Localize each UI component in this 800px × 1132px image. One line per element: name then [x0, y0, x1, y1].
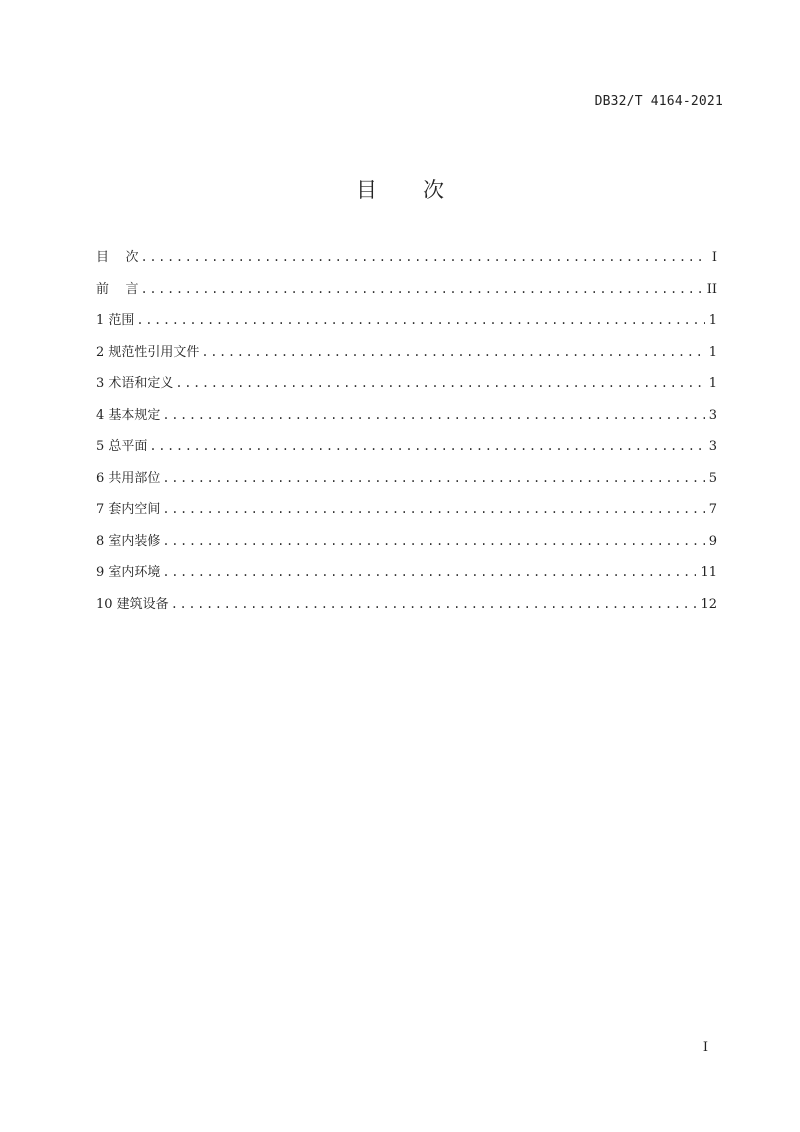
toc-entry-label: 3 术语和定义	[96, 376, 174, 391]
toc-entry-site-plan[interactable]	[96, 435, 717, 467]
toc-entry-page: I	[711, 250, 717, 265]
document-code: DB32/T 4164-2021	[594, 94, 723, 109]
toc-entry-page: 3	[708, 439, 717, 454]
toc-entry-label: 4 基本规定	[96, 407, 161, 423]
toc-entry-page: 1	[708, 344, 717, 360]
toc-entry-label: 6 共用部位	[96, 470, 161, 486]
toc-leader-dots	[162, 471, 704, 485]
toc-entry-normative-references[interactable]	[96, 341, 717, 373]
toc-entry-page: 1	[708, 313, 717, 328]
toc-entry-label: 9 室内环境	[96, 565, 161, 580]
toc-entry-page: 5	[708, 470, 717, 486]
toc-entry-interior-decoration[interactable]	[96, 530, 717, 562]
toc-leader-dots	[201, 345, 704, 359]
title-char-left: 目	[356, 178, 377, 202]
page-title	[0, 174, 800, 204]
toc-entry-unit-space[interactable]	[96, 498, 717, 530]
toc-leader-dots	[136, 313, 704, 327]
toc-entry-indoor-environment[interactable]	[96, 561, 717, 593]
toc-entry-page: II	[706, 281, 717, 297]
toc-entry-contents[interactable]	[96, 246, 717, 278]
toc-leader-dots	[162, 502, 704, 516]
toc-entry-page: 12	[700, 596, 717, 612]
toc-entry-page: 7	[708, 502, 717, 517]
page-number: I	[702, 1040, 708, 1055]
toc-leader-dots	[141, 282, 703, 296]
toc-entry-page: 9	[708, 533, 717, 549]
toc-entry-label: 2 规范性引用文件	[96, 344, 200, 360]
toc-entry-label: 前 言	[96, 281, 139, 297]
toc-entry-label: 5 总平面	[96, 439, 148, 454]
toc-entry-basic-provisions[interactable]	[96, 404, 717, 436]
toc-entry-building-equipment[interactable]	[96, 593, 717, 625]
toc-leader-dots	[162, 408, 704, 422]
toc-entry-common-areas[interactable]	[96, 467, 717, 499]
toc-leader-dots	[171, 597, 697, 611]
toc-entry-label: 1 范围	[96, 313, 135, 328]
toc-entry-label: 目 次	[96, 250, 139, 265]
toc-leader-dots	[149, 439, 704, 453]
toc-entry-page: 11	[700, 565, 717, 580]
toc-entry-label: 7 套内空间	[96, 502, 161, 517]
toc-entry-page: 3	[708, 407, 717, 423]
toc-entry-label: 8 室内装修	[96, 533, 161, 549]
table-of-contents	[96, 246, 717, 624]
toc-leader-dots	[162, 534, 704, 548]
toc-entry-terms-definitions[interactable]	[96, 372, 717, 404]
toc-entry-page: 1	[708, 376, 717, 391]
toc-entry-scope[interactable]	[96, 309, 717, 341]
title-char-right: 次	[423, 178, 444, 202]
toc-entry-foreword[interactable]	[96, 278, 717, 310]
toc-leader-dots	[162, 565, 696, 579]
toc-leader-dots	[141, 250, 705, 264]
toc-entry-label: 10 建筑设备	[96, 596, 169, 612]
toc-leader-dots	[175, 376, 704, 390]
